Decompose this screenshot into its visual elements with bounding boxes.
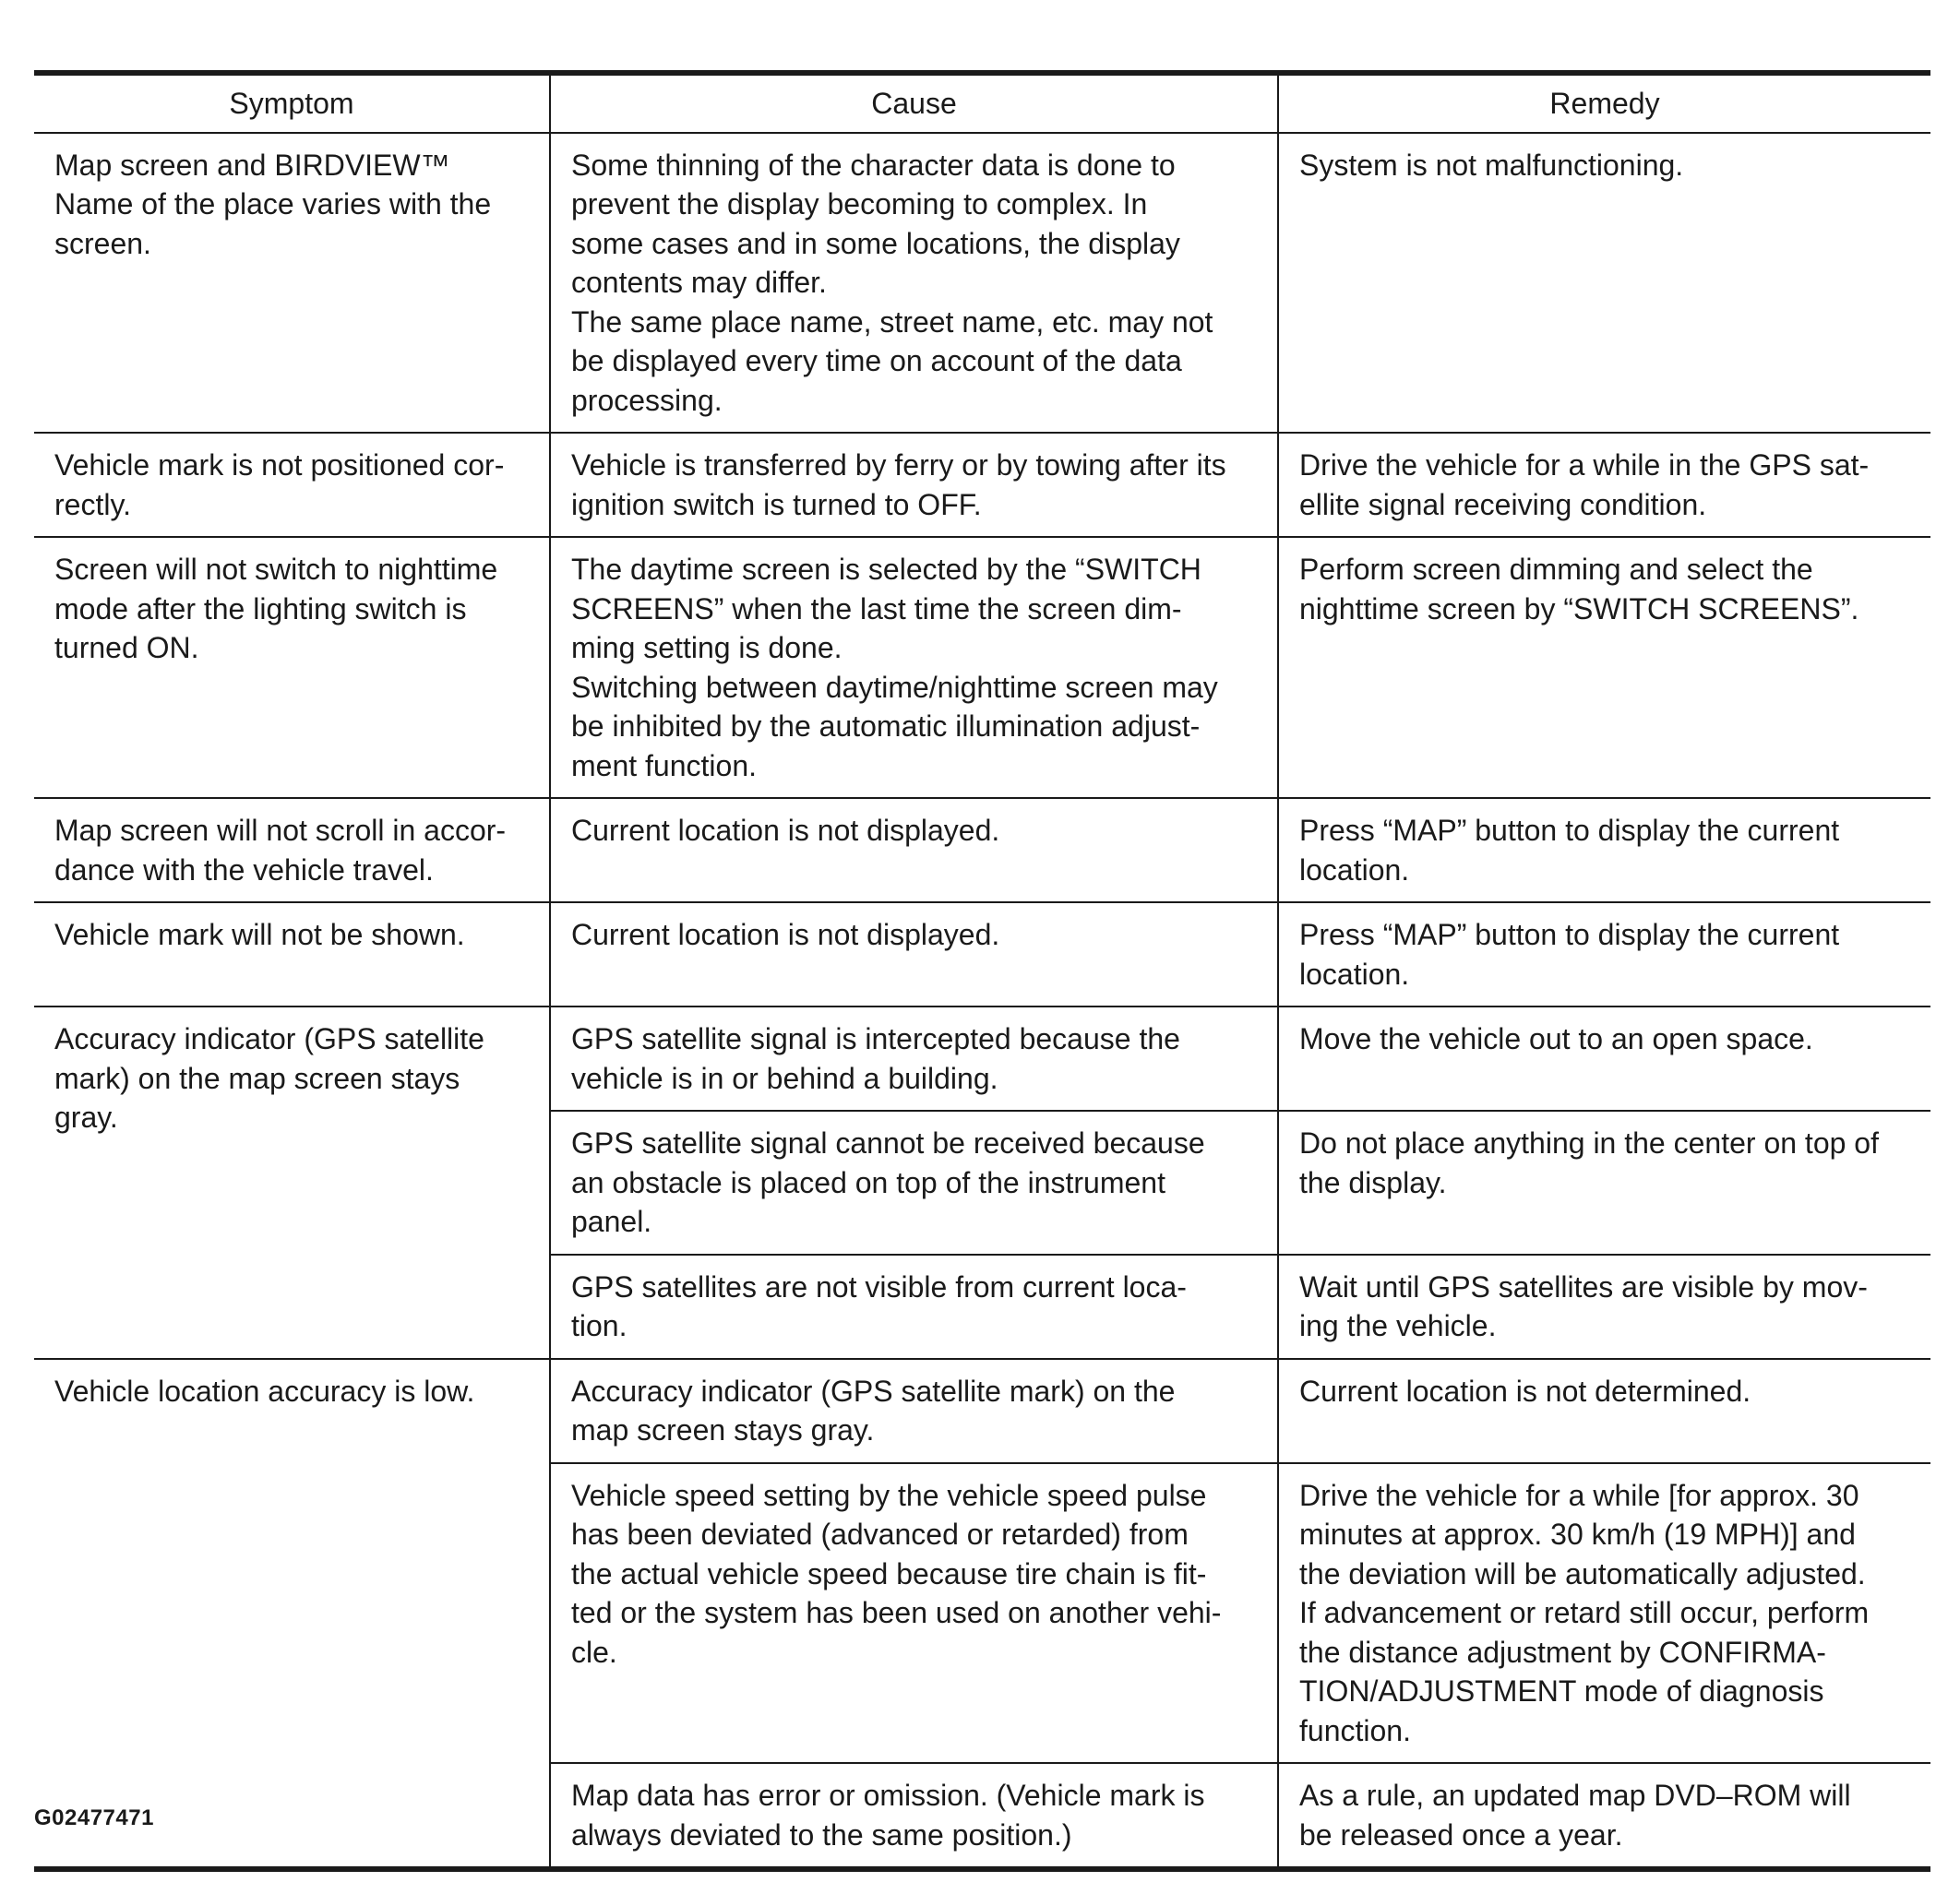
remedy-cell: Perform screen dimming and select the nighttime screen by “SWITCH SCREENS”. (1278, 537, 1930, 798)
remedy-cell: Press “MAP” button to display the current location. (1278, 902, 1930, 1007)
header-cause: Cause (550, 73, 1278, 133)
table-row (34, 1007, 1930, 1111)
remedy-cell: Wait until GPS satellites are visible by mov- ing the vehicle. (1278, 1255, 1930, 1359)
cause-cell: Current location is not displayed. (550, 798, 1278, 902)
table-row (34, 433, 1930, 537)
header-row (34, 73, 1930, 133)
remedy-cell: Do not place anything in the center on top of the display. (1278, 1111, 1930, 1255)
symptom-cell: Vehicle mark will not be shown. (34, 902, 550, 1007)
figure-id: G02477471 (34, 1805, 154, 1830)
table-row (34, 537, 1930, 798)
cause-cell: GPS satellites are not visible from current loca- tion. (550, 1255, 1278, 1359)
cause-cell: Current location is not displayed. (550, 902, 1278, 1007)
symptom-cell: Accuracy indicator (GPS satellite mark) on the map screen stays gray. (34, 1007, 550, 1359)
symptom-cell: Vehicle location accuracy is low. (34, 1359, 550, 1870)
remedy-cell: As a rule, an updated map DVD–ROM will be released once a year. (1278, 1763, 1930, 1869)
table-body (34, 133, 1930, 1870)
table-row (34, 902, 1930, 1007)
remedy-cell: System is not malfunctioning. (1278, 133, 1930, 434)
table-row (34, 1359, 1930, 1463)
remedy-cell: Drive the vehicle for a while [for approx. 30 minutes at approx. 30 km/h (19 MPH)] and the deviation will be automatically adjusted. If advancement or retard still occur, perform the distance adjustment by CONFIRMA- TION/ADJUSTMENT mode of diagnosis function. (1278, 1463, 1930, 1764)
cause-cell: The daytime screen is selected by the “SWITCH SCREENS” when the last time the screen dim- ming setting is done. Switching between daytime/nighttime screen may be inhibited by the automatic illumination adjust- ment function. (550, 537, 1278, 798)
cause-cell: Some thinning of the character data is done to prevent the display becoming to complex. In some cases and in some locations, the display contents may differ. The same place name, street name, etc. may not be displayed every time on account of the data processing. (550, 133, 1278, 434)
header-remedy: Remedy (1278, 73, 1930, 133)
remedy-cell: Drive the vehicle for a while in the GPS sat- ellite signal receiving condition. (1278, 433, 1930, 537)
troubleshooting-table (34, 70, 1930, 1872)
symptom-cell: Screen will not switch to nighttime mode after the lighting switch is turned ON. (34, 537, 550, 798)
cause-cell: Vehicle is transferred by ferry or by towing after its ignition switch is turned to OFF. (550, 433, 1278, 537)
table-row (34, 798, 1930, 902)
symptom-cell: Map screen and BIRDVIEW™ Name of the place varies with the screen. (34, 133, 550, 434)
table-header (34, 73, 1930, 133)
cause-cell: Accuracy indicator (GPS satellite mark) on the map screen stays gray. (550, 1359, 1278, 1463)
symptom-cell: Map screen will not scroll in accor- dance with the vehicle travel. (34, 798, 550, 902)
symptom-cell: Vehicle mark is not positioned cor- rectly. (34, 433, 550, 537)
header-symptom: Symptom (34, 73, 550, 133)
cause-cell: Map data has error or omission. (Vehicle mark is always deviated to the same position.) (550, 1763, 1278, 1869)
remedy-cell: Press “MAP” button to display the current location. (1278, 798, 1930, 902)
cause-cell: GPS satellite signal cannot be received because an obstacle is placed on top of the instrument panel. (550, 1111, 1278, 1255)
cause-cell: GPS satellite signal is intercepted because the vehicle is in or behind a building. (550, 1007, 1278, 1111)
cause-cell: Vehicle speed setting by the vehicle speed pulse has been deviated (advanced or retarded) from the actual vehicle speed because tire chain is fit- ted or the system has been used on another vehi- cle. (550, 1463, 1278, 1764)
remedy-cell: Current location is not determined. (1278, 1359, 1930, 1463)
remedy-cell: Move the vehicle out to an open space. (1278, 1007, 1930, 1111)
table-row (34, 133, 1930, 434)
